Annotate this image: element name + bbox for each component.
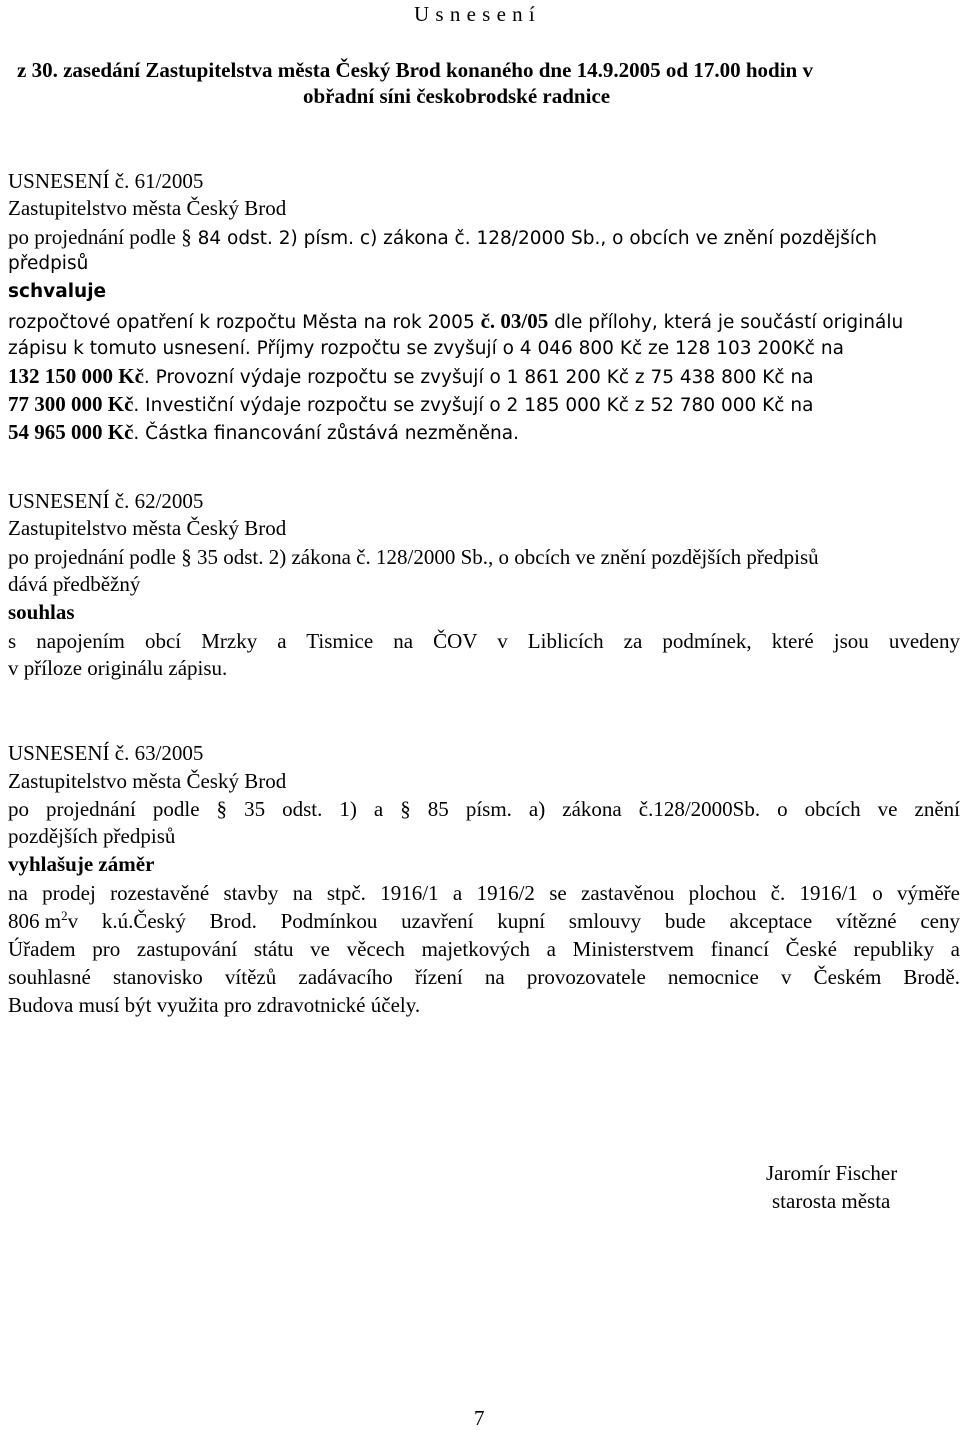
resolution-63-text-line-5: Budova musí být využita pro zdravotnické účely. — [8, 993, 421, 1017]
resolution-62-heading: USNESENÍ č. 62/2005 — [8, 489, 204, 513]
resolution-63-legal-line-2: pozdějších předpisů — [8, 824, 176, 848]
resolution-63-text-line-2: 806 $m^2$ v k.ú.Český Brod. Podmínkou uzavření kupní smlouvy bude akceptace vítězné ceny — [8, 908, 960, 933]
resolution-62-text-line-1: s napojením obcí Mrzky a Tismice na ČOV v Liblicích za podmínek, které jsou uvedeny — [8, 629, 960, 653]
resolution-62-verb-line: dává předběžný — [8, 572, 141, 596]
signature-name: Jaromír Fischer — [766, 1161, 898, 1185]
resolution-61-text-line-2: zápisu k tomuto usnesení. Příjmy rozpočtu se zvyšují o 4 046 800 Kč ze 128 103 200Kč na — [8, 338, 844, 359]
resolution-63-body-name: Zastupitelstvo města Český Brod — [8, 769, 287, 793]
resolution-61-body-name: Zastupitelstvo města Český Brod — [8, 196, 287, 220]
resolution-61-text-line-3: 132 150 000 Kč. Provozní výdaje rozpočtu se zvyšují o 1 861 200 Kč z 75 438 800 Kč na — [8, 364, 814, 388]
signature-role: starosta města — [772, 1189, 891, 1213]
resolution-63-heading: USNESENÍ č. 63/2005 — [8, 741, 204, 765]
resolution-62-body-name: Zastupitelstvo města Český Brod — [8, 516, 287, 540]
meeting-line-1: z 30. zasedání Zastupitelstva města Český Brod konaného dne 14.9.2005 od 17.00 hodin v — [17, 58, 813, 82]
page-number: 7 — [474, 1406, 485, 1430]
meeting-line-2: obřadní síni českobrodské radnice — [303, 84, 611, 108]
resolution-62-verb: souhlas — [8, 600, 75, 624]
resolution-63-text-line-3: Úřadem pro zastupování státu ve věcech majetkových a Ministerstvem financí České republiky a — [8, 937, 960, 961]
resolution-61-text-line-4: 77 300 000 Kč. Investiční výdaje rozpočtu se zvyšují o 2 185 000 Kč z 52 780 000 Kč na — [8, 392, 814, 416]
resolution-61-legal-basis-end: předpisů — [8, 253, 89, 274]
resolution-62-text-line-2: v příloze originálu zápisu. — [8, 656, 228, 680]
resolution-61-verb: schvaluje — [8, 281, 107, 302]
resolution-61-heading: USNESENÍ č. 61/2005 — [8, 169, 204, 193]
resolution-63-text-line-1: na prodej rozestavěné stavby na stpč. 1916/1 a 1916/2 se zastavěnou plochou č. 1916/1 o výměře — [8, 881, 960, 905]
resolution-62-legal-basis: po projednání podle § 35 odst. 2) zákona č. 128/2000 Sb., o obcích ve znění pozdějších předpisů — [8, 545, 819, 569]
section-sign: § — [181, 545, 192, 569]
resolution-63-text-line-4: souhlasné stanovisko vítězů zadávacího řízení na provozovatele nemocnice v Českém Brodě. — [8, 965, 960, 989]
resolution-61-text-line-1: rozpočtové opatření k rozpočtu Města na rok 2005 č. 03/05 dle přílohy, která je součástí originálu — [8, 309, 904, 333]
section-sign: § — [181, 225, 192, 249]
superscript-2: 2 — [61, 908, 68, 923]
resolution-61-legal-basis: po projednání podle § 84 odst. 2) písm. c) zákona č. 128/2000 Sb., o obcích ve znění pozdějších — [8, 225, 877, 249]
resolution-61-text-line-5: 54 965 000 Kč. Částka financování zůstává nezměněna. — [8, 420, 519, 444]
document-title: U s n e s e n í — [414, 2, 536, 26]
resolution-63-verb: vyhlašuje záměr — [8, 852, 155, 876]
resolution-63-legal-line-1: po projednání podle § 35 odst. 1) a § 85 písm. a) zákona č.128/2000Sb. o obcích ve znění — [8, 797, 960, 821]
